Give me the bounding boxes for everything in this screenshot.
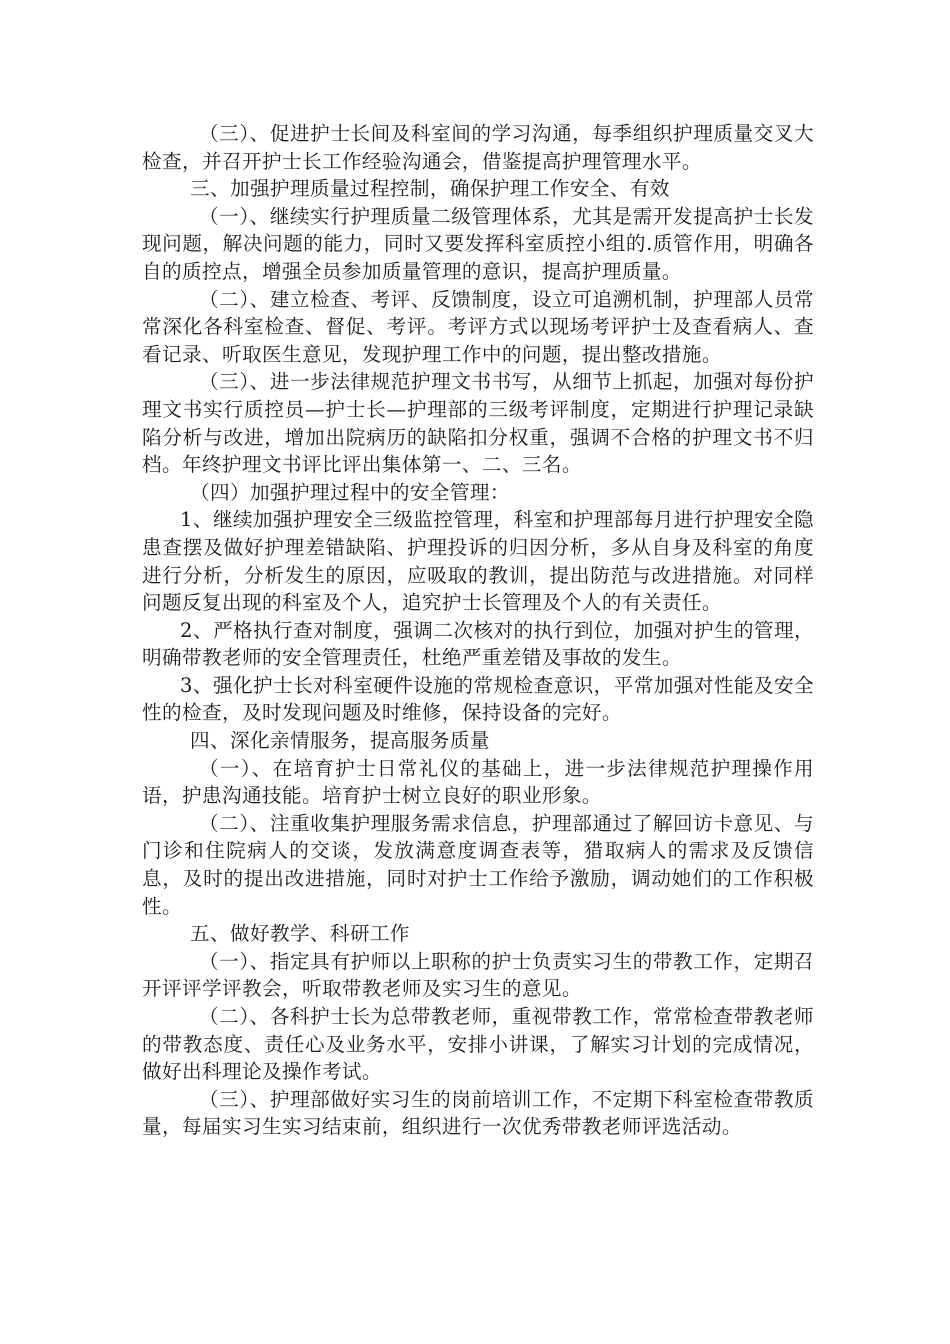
document-body (142, 120, 814, 1141)
paragraph-quality-sub-1: （一）、继续实行护理质量二级管理体系，尤其是需开发提高护士长发现问题，解决问题的能力，同时又要发挥科室质控小组的.质管作用，明确各自的质控点，增强全员参加质量管理的意识，提高护理质量。 (142, 204, 814, 283)
paragraph-teaching-sub-2: （二）、各科护士长为总带教老师，重视带教工作，常常检查带教老师的带教态度、责任心及业务水平，安排小讲课，了解实习计划的完成情况，做好出科理论及操作考试。 (142, 1005, 814, 1084)
heading-section-5: 五、做好教学、科研工作 (190, 922, 410, 946)
paragraph-quality-sub-2: （二）、建立检查、考评、反馈制度，设立可追溯机制，护理部人员常常深化各科室检查、督促、考评。考评方式以现场考评护士及查看病人、查看记录、听取医生意见，发现护理工作中的问题，提出整改措施。 (142, 287, 814, 366)
paragraph-quality-sub-3: （三）、进一步法律规范护理文书书写，从细节上抓起，加强对每份护理文书实行质控员—护士长—护理部的三级考评制度，定期进行护理记录缺陷分析与改进，增加出院病历的缺陷扣分权重，强调不合格的护理文书不归档。年终护理文书评比评出集体第一、二、三名。 (142, 370, 814, 477)
paragraph-safety-item-1: 1、继续加强护理安全三级监控管理，科室和护理部每月进行护理安全隐患查摆及做好护理差错缺陷、护理投诉的归因分析，多从自身及科室的角度进行分析，分析发生的原因，应吸取的教训，提出防范与改进措施。对同样问题反复出现的科室及个人，追究护士长管理及个人的有关责任。 (142, 508, 814, 615)
paragraph-safety-item-2: 2、严格执行查对制度，强调二次核对的执行到位，加强对护生的管理，明确带教老师的安全管理责任，杜绝严重差错及事故的发生。 (142, 618, 814, 670)
paragraph-service-sub-2: （二）、注重收集护理服务需求信息，护理部通过了解回访卡意见、与门诊和住院病人的交谈，发放满意度调查表等，猎取病人的需求及反馈信息，及时的提出改进措施，同时对护士工作给予激励，调动她们的工作积极性。 (142, 811, 814, 918)
paragraph-teaching-sub-3: （三）、护理部做好实习生的岗前培训工作，不定期下科室检查带教质量，每届实习生实习结束前，组织进行一次优秀带教老师评选活动。 (142, 1087, 814, 1139)
heading-section-3: 三、加强护理质量过程控制，确保护理工作安全、有效 (190, 177, 670, 201)
heading-quality-sub-4: （四）加强护理过程中的安全管理： (190, 480, 510, 504)
paragraph-service-sub-1: （一）、在培育护士日常礼仪的基础上，进一步法律规范护理操作用语，护患沟通技能。培育护士树立良好的职业形象。 (142, 756, 814, 808)
heading-section-4: 四、深化亲情服务，提高服务质量 (190, 729, 490, 753)
paragraph-section-3-sub-3: （三）、促进护士长间及科室间的学习沟通，每季组织护理质量交叉大检查，并召开护士长工作经验沟通会，借鉴提高护理管理水平。 (142, 122, 814, 173)
paragraph-safety-item-3: 3、强化护士长对科室硬件设施的常规检查意识，平常加强对性能及安全性的检查，及时发现问题及时维修，保持设备的完好。 (142, 673, 814, 725)
paragraph-teaching-sub-1: （一）、指定具有护师以上职称的护士负责实习生的带教工作，定期召开评评学评教会，听取带教老师及实习生的意见。 (142, 949, 814, 1001)
